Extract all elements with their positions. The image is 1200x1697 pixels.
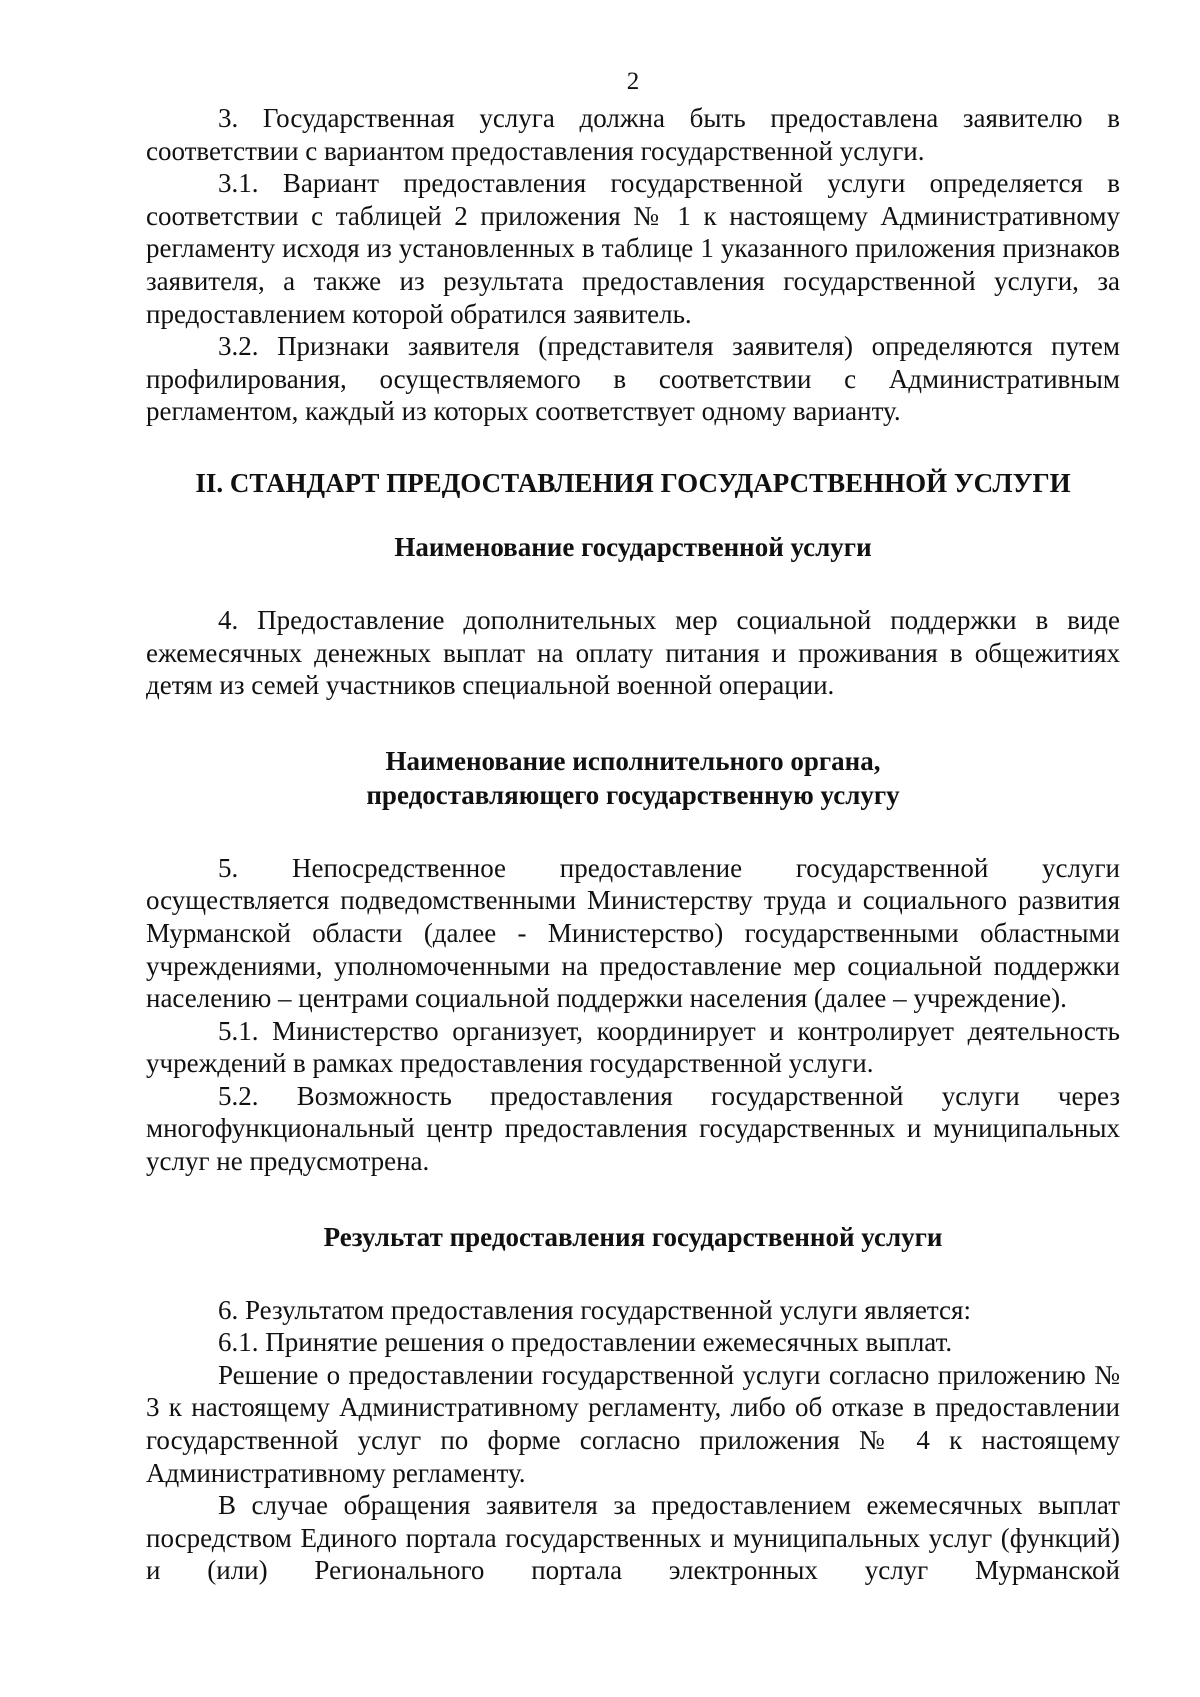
subsection-title-executive-body — [146, 744, 1120, 812]
document-page — [146, 66, 1120, 1587]
paragraph-portal-request: В случае обращения заявителя за предоставлением ежемесячных выплат посредством Единого портала государственных и муниципальных услуг (функций) и (или) Регионального портала электронных услуг Мурманской — [146, 1490, 1120, 1586]
paragraph-3: 3. Государственная услуга должна быть предоставлена заявителю в соответствии с вариантом предоставления государственной услуги. — [146, 103, 1120, 166]
paragraph-6-1: 6.1. Принятие решения о предоставлении ежемесячных выплат. — [218, 1327, 953, 1358]
subsection-title-line2: предоставляющего государственную услугу — [366, 779, 900, 810]
page-number: 2 — [626, 68, 640, 95]
subsection-title-line1: Наименование исполнительного органа, — [385, 745, 881, 776]
subsection-title-result: Результат предоставления государственной услуги — [323, 1221, 943, 1252]
paragraph-4: 4. Предоставление дополнительных мер социальной поддержки в виде ежемесячных денежных выплат на оплату питания и проживания в общежитиях детям из семей участников специальной военной операции. — [146, 604, 1120, 701]
paragraph-5: 5. Непосредственное предоставление государственной услуги осуществляется подведомственными Министерству труда и социального развития Мурманской области (далее - Министерство) государственными областными учреждениями, уполномоченными на предоставление мер социальной поддержки населению – центрами социальной поддержки населения (далее – учреждение). — [146, 852, 1120, 1014]
section-title: II. СТАНДАРТ ПРЕДОСТАВЛЕНИЯ ГОСУДАРСТВЕННОЙ УСЛУГИ — [195, 467, 1071, 498]
paragraph-3-1: 3.1. Вариант предоставления государственной услуги определяется в соответствии с таблицей 2 приложения № 1 к настоящему Административному регламенту исходя из установленных в таблице 1 указанного приложения признаков заявителя, а также из результата предоставления государственной услуги, за предоставлением которой обратился заявитель. — [146, 168, 1120, 329]
paragraph-3-2: 3.2. Признаки заявителя (представителя заявителя) определяются путем профилирования, осуществляемого в соответствии с Административным регламентом, каждый из которых соответствует одному варианту. — [146, 331, 1120, 427]
paragraph-6: 6. Результатом предоставления государственной услуги является: — [218, 1294, 971, 1325]
subsection-title-service-name: Наименование государственной услуги — [394, 531, 872, 562]
paragraph-5-1: 5.1. Министерство организует, координирует и контролирует деятельность учреждений в рамках предоставления государственной услуги. — [146, 1015, 1120, 1079]
paragraph-5-2: 5.2. Возможность предоставления государственной услуги через многофункциональный центр предоставления государственных и муниципальных услуг не предусмотрена. — [146, 1080, 1120, 1177]
paragraph-decision: Решение о предоставлении государственной услуги согласно приложению № 3 к настоящему Административному регламенту, либо об отказе в предоставлении государственной услуг по форме согласно приложения № 4 к настоящему Административному регламенту. — [146, 1359, 1120, 1488]
